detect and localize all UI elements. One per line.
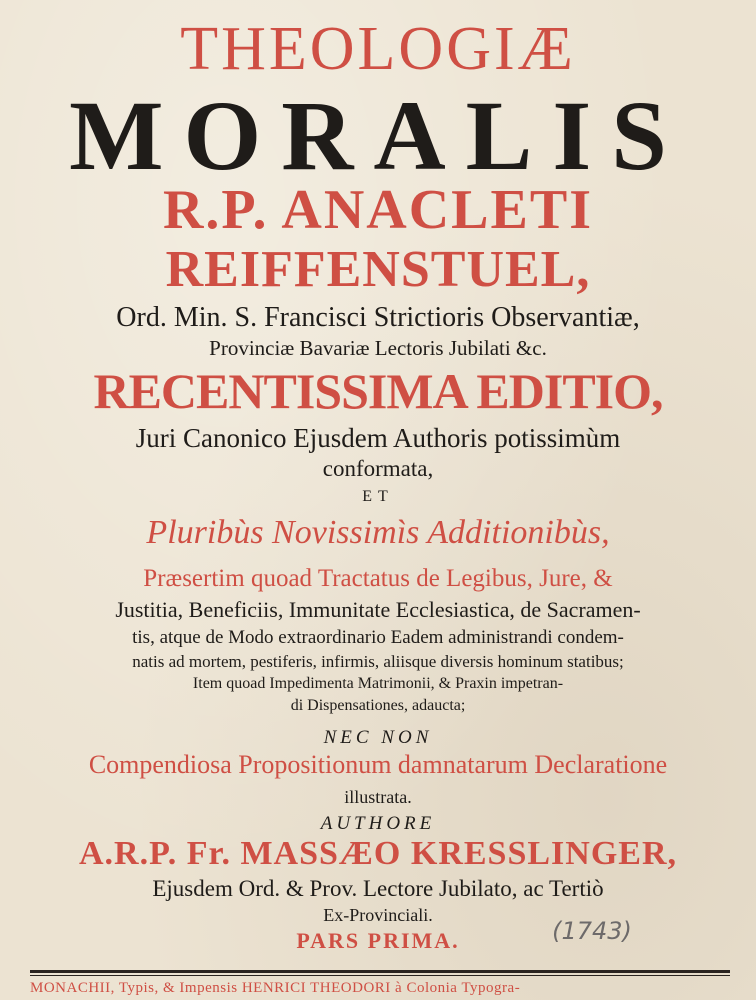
ex-provinciali-line: Ex-Provinciali. [323,905,433,925]
title-line-theologiae: THEOLOGIÆ [180,15,576,83]
province-line: Provinciæ Bavariæ Lectoris Jubilati &c. [209,336,547,360]
juri-canonico-line: Juri Canonico Ejusdem Authoris potissimùm [135,423,621,453]
pars-prima-line: PARS PRIMA. [296,928,460,953]
modo-extraordinario-line: tis, atque de Modo extraordinario Eadem administrandi condem- [132,627,624,648]
author-line-anacleti: R.P. ANACLETI [162,179,594,241]
imprint-rule [30,970,730,973]
additions-line: Pluribùs Novissimìs Additionibùs, [146,514,610,551]
kresslinger-line: A.R.P. Fr. MASSÆO KRESSLINGER, [78,835,678,872]
natis-ad-mortem-line: natis ad mortem, pestiferis, infirmis, aliisque diversis hominum statibus; [132,652,624,671]
edition-line: RECENTISSIMA EDITIO, [93,363,663,419]
title-line-moralis: MORALIS [69,80,687,191]
pencil-note [528,912,656,948]
compendiosa-line: Compendiosa Propositionum damnatarum Declaratione [88,750,668,779]
order-line: Ord. Min. S. Francisci Strictioris Observantiæ, [116,302,640,333]
pencil-note-text: (1743) [552,917,632,945]
authore-line: AUTHORE [320,813,436,834]
imprint-line: MONACHII, Typis, & Impensis HENRICI THEODORI à Colonia Typogra- [30,980,521,996]
et-line: ET [362,488,394,505]
impedimenta-line: Item quoad Impedimenta Matrimonii, & Praxin impetran- [192,675,564,692]
imprint-rule-thin [30,975,730,976]
nec-non-line: NEC NON [323,727,433,748]
dispensationes-line: di Dispensationes, adaucta; [290,697,466,714]
praesertim-line: Præsertim quoad Tractatus de Legibus, Jure, & [143,565,613,592]
author-line-reiffenstuel: REIFFENSTUEL, [165,241,591,298]
conformata-line: conformata, [322,456,434,481]
lectore-jubilato-line: Ejusdem Ord. & Prov. Lectore Jubilato, ac Tertiò [152,876,604,901]
illustrata-line: illustrata. [344,787,412,807]
justitia-line: Justitia, Beneficiis, Immunitate Ecclesiastica, de Sacramen- [115,597,641,622]
